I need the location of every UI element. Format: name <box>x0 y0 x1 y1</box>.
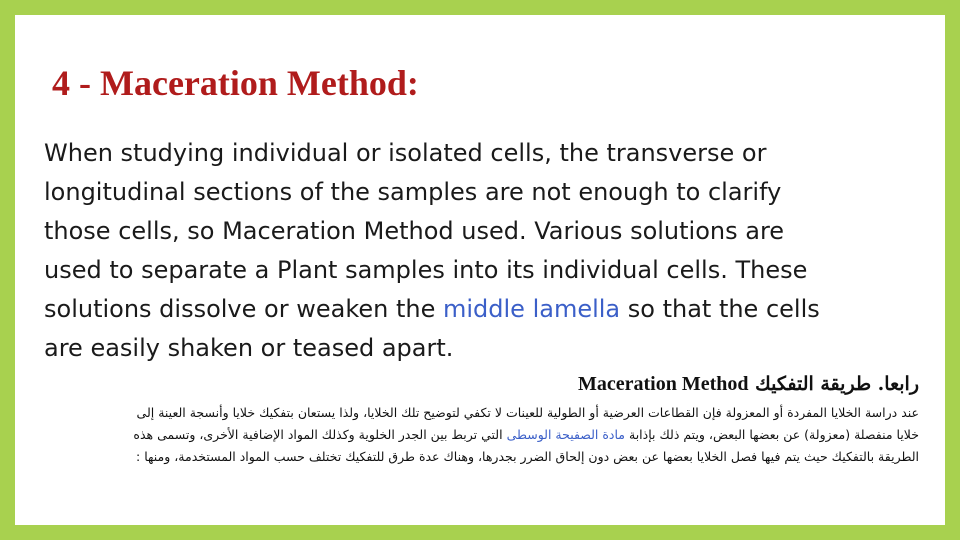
body-text: so that the cells <box>620 295 820 323</box>
english-body <box>44 134 924 368</box>
highlight-middle-lamella: middle lamella <box>442 295 621 323</box>
body-line: used to separate a Plant samples into its individual cells. These <box>44 256 808 284</box>
arabic-highlight: مادة الصفيحة الوسطى <box>506 427 626 442</box>
body-line <box>44 290 924 329</box>
arabic-text: التي تربط بين الجدر الخلوية وكذلك المواد الإضافية الأخرى، وتسمى هذه الطريقة بالتفكيك حيث يتم فيها فصل الخلايا بعضها عن بعض دون إلحاق الضرر بجدرها، وهناك عدة طرق للتفكيك تختلف حسب المواد المستخدمة، ومنها : <box>133 427 919 464</box>
arabic-text: عند دراسة الخلايا المفردة أو المعزولة فإن القطاعات العرضية أو الطولية للعينات لا تكفي لتوضيح تلك الخلايا، ولذا يستعان بتفكيك خلايا وأنسجة العينة إلى خلايا منفصلة (معزولة) عن بعضها البعض، ويتم ذلك بإذابة <box>136 405 919 442</box>
body-line: are easily shaken or teased apart. <box>44 334 454 362</box>
body-line: longitudinal sections of the samples are not enough to clarify <box>44 178 782 206</box>
arabic-body <box>119 402 919 468</box>
slide <box>15 15 945 525</box>
slide-title: 4 - Maceration Method: <box>52 63 419 103</box>
arabic-heading-text: رابعا. طريقة التفكيك <box>755 373 919 395</box>
body-line: When studying individual or isolated cells, the transverse or <box>44 139 767 167</box>
body-line: those cells, so Maceration Method used. Various solutions are <box>44 217 785 245</box>
arabic-heading-latin: Maceration Method <box>577 373 749 395</box>
body-text: solutions dissolve or weaken the <box>44 295 443 323</box>
arabic-heading <box>578 372 919 396</box>
